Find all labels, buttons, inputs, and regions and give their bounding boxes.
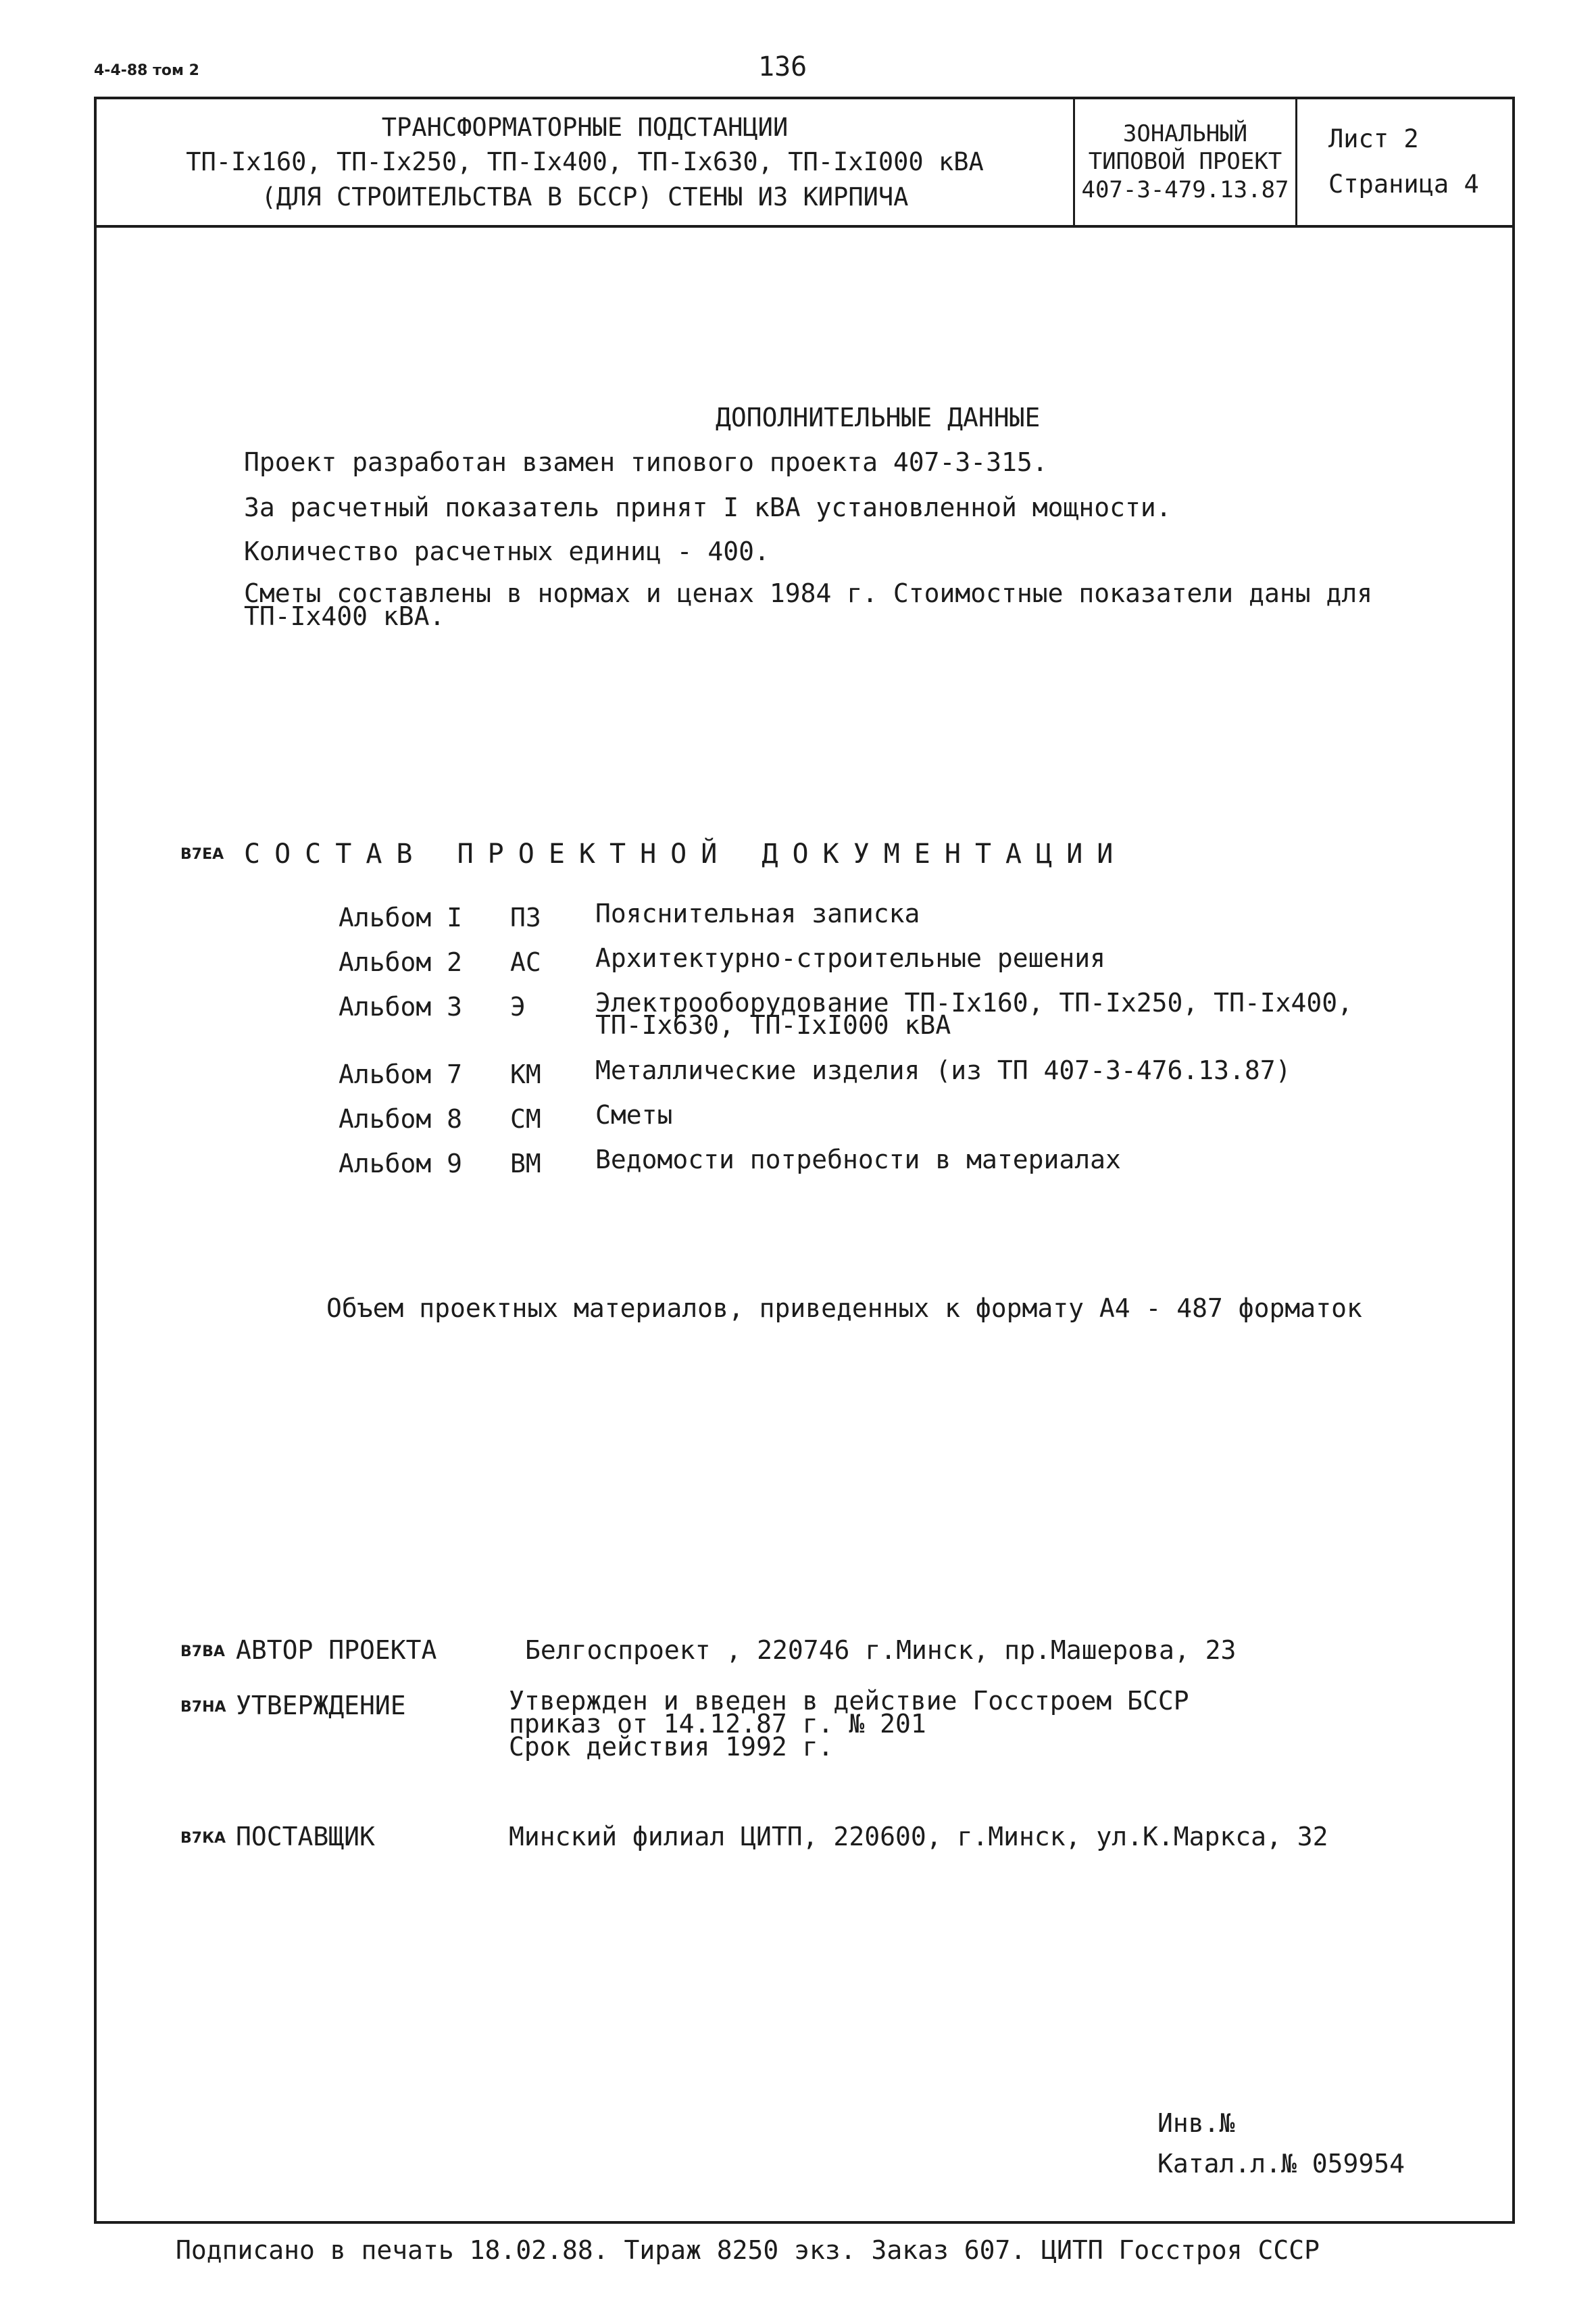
document-body	[94, 226, 1515, 2224]
approval-line-3: Срок действия 1992 г.	[509, 1732, 834, 1762]
supplier-code: В7КА	[180, 1830, 226, 1847]
album-number: Альбом 9	[339, 1149, 463, 1178]
album-code: ВМ	[510, 1149, 541, 1178]
album-number: Альбом 3	[339, 992, 463, 1022]
sheet-number: Лист 2	[1328, 124, 1419, 154]
author-label: АВТОР ПРОЕКТА	[236, 1635, 437, 1665]
approval-line-2: приказ от 14.12.87 г. № 201	[509, 1709, 926, 1739]
page-number: 136	[758, 51, 807, 82]
project-line-2: ТИПОВОЙ ПРОЕКТ	[1088, 148, 1282, 176]
title-block-project	[1075, 99, 1297, 225]
title-line-1: ТРАНСФОРМАТОРНЫЕ ПОДСТАНЦИИ	[381, 113, 789, 143]
album-code: АС	[510, 947, 541, 977]
album-title-line-1: Электрооборудование ТП-Iх160, ТП-Iх250, ТП-Iх400,	[595, 988, 1353, 1018]
approval-code: В7НА	[180, 1699, 226, 1716]
album-title: Архитектурно-строительные решения	[595, 943, 1105, 973]
album-code: Э	[510, 992, 526, 1022]
print-footer: Подписано в печать 18.02.88. Тираж 8250 экз. Заказ 607. ЦИТП Госстроя СССР	[176, 2235, 1320, 2265]
album-number: Альбом 8	[339, 1104, 463, 1134]
approval-label: УТВЕРЖДЕНИЕ	[236, 1691, 406, 1720]
inventory-number: Инв.№	[1157, 2108, 1235, 2138]
album-title: Ведомости потребности в материалах	[595, 1145, 1121, 1174]
project-number: 407-3-479.13.87	[1081, 176, 1289, 203]
approval-value	[509, 1686, 1189, 1762]
album-title: Металлические изделия (из ТП 407-3-476.13.87)	[595, 1055, 1291, 1085]
catalog-number: Катал.л.№ 059954	[1157, 2149, 1405, 2179]
album-title-line-2: ТП-Iх630, ТП-IхI000 кВА	[595, 1010, 951, 1041]
album-number: Альбом 2	[339, 947, 463, 977]
additional-line-4a: Сметы составлены в нормах и ценах 1984 г. Стоимостные показатели даны для	[244, 578, 1373, 608]
title-line-2: ТП-Iх160, ТП-Iх250, ТП-Iх400, ТП-Iх630, ТП-IхI000 кВА	[186, 147, 984, 177]
author-code: В7ВА	[180, 1643, 225, 1660]
author-value: Белгоспроект , 220746 г.Минск, пр.Машерова, 23	[525, 1635, 1237, 1665]
title-block-name	[97, 99, 1075, 225]
title-block	[94, 97, 1515, 228]
album-code: ПЗ	[510, 903, 541, 932]
album-title: Сметы	[595, 1100, 673, 1130]
additional-line-3: Количество расчетных единиц - 400.	[244, 537, 770, 566]
composition-code: В7ЕА	[180, 846, 224, 863]
album-title: Пояснительная записка	[595, 899, 920, 928]
approval-line-1: Утвержден и введен в действие Госстроем БССР	[509, 1686, 1189, 1716]
title-line-3: (ДЛЯ СТРОИТЕЛЬСТВА В БССР) СТЕНЫ ИЗ КИРПИЧА	[261, 182, 909, 211]
additional-line-2: За расчетный показатель принят I кВА установленной мощности.	[244, 493, 1172, 522]
album-number: Альбом 7	[339, 1060, 463, 1089]
supplier-value: Минский филиал ЦИТП, 220600, г.Минск, ул.К.Маркса, 32	[509, 1822, 1328, 1851]
supplier-label: ПОСТАВЩИК	[236, 1822, 375, 1851]
additional-line-1: Проект разработан взамен типового проекта 407-3-315.	[244, 447, 1048, 477]
album-number: Альбом I	[339, 903, 463, 932]
album-code: СМ	[510, 1104, 541, 1134]
composition-heading: СОСТАВ ПРОЕКТНОЙ ДОКУМЕНТАЦИИ	[244, 839, 1128, 870]
page-label: Страница 4	[1328, 170, 1479, 199]
additional-data-heading: ДОПОЛНИТЕЛЬНЫЕ ДАННЫЕ	[716, 403, 1041, 432]
volume-ref: 4-4-88 том 2	[94, 62, 199, 79]
album-title-multiline	[595, 988, 1353, 1041]
additional-line-4b: ТП-Iх400 кВА.	[244, 601, 445, 632]
title-block-sheet	[1297, 99, 1512, 225]
album-code: КМ	[510, 1060, 541, 1089]
project-line-1: ЗОНАЛЬНЫЙ	[1122, 120, 1248, 147]
volume-note: Объем проектных материалов, приведенных к формату А4 - 487 форматок	[326, 1293, 1362, 1323]
additional-line-4	[244, 578, 1373, 632]
